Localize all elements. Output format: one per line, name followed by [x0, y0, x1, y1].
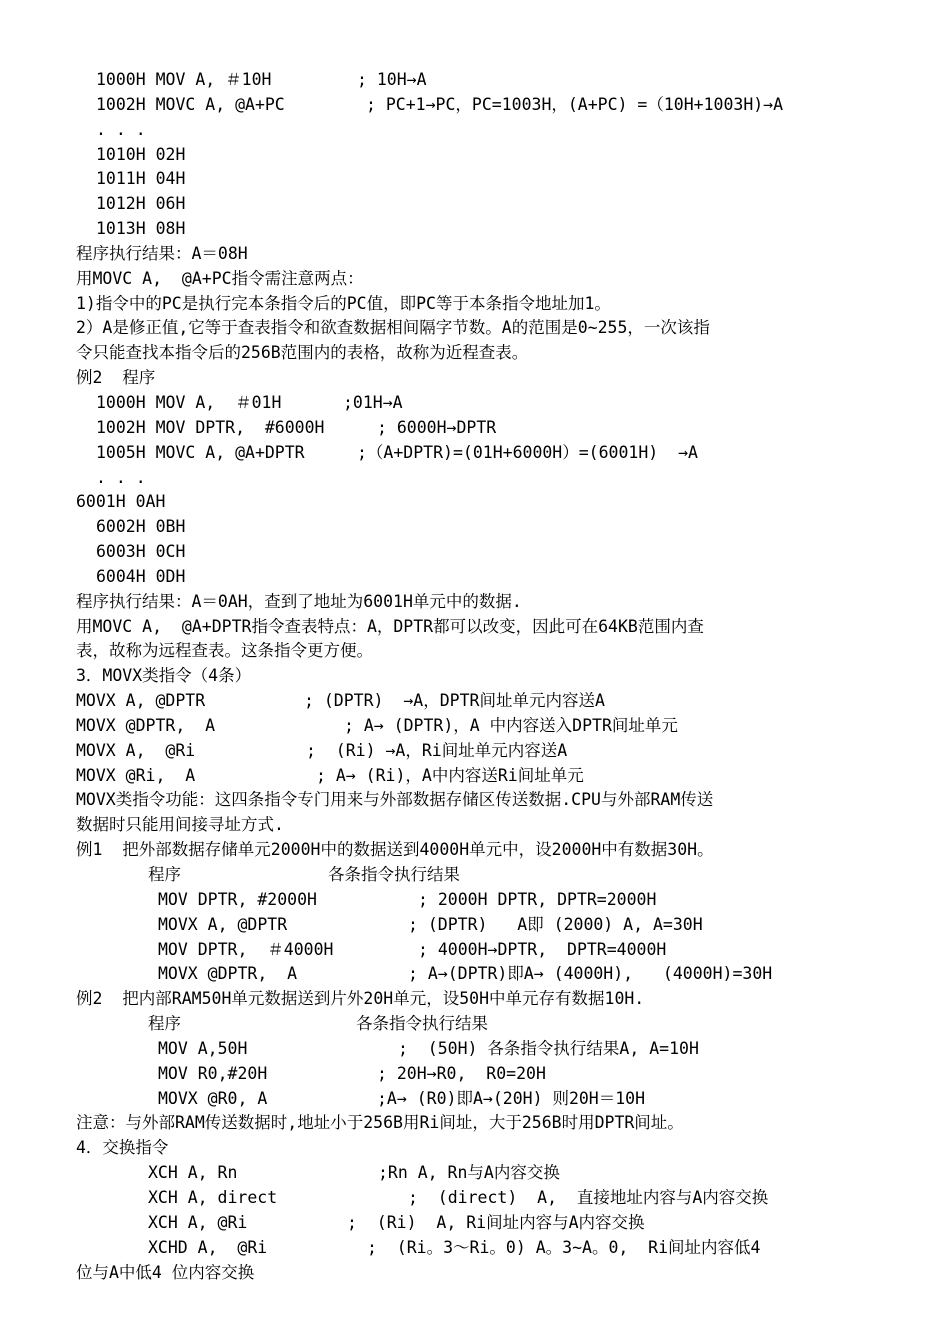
- text-line: [0, 366, 950, 391]
- text-line: [0, 913, 950, 938]
- text-line: [0, 1136, 950, 1161]
- line-text: 1011H 04H: [96, 169, 186, 189]
- line-text: 4．交换指令: [76, 1138, 169, 1158]
- line-text: MOV DPTR, #2000H: [158, 889, 317, 909]
- text-line: [0, 565, 950, 590]
- line-comment: ; (Ri) A, Ri间址内容与A内容交换: [347, 1212, 645, 1232]
- line-text: 1000H MOV A, ＃01H: [96, 392, 282, 412]
- line-text: 2）A是修正值,它等于查表指令和欲查数据相间隔字节数。A的范围是0~255，一次该指: [76, 318, 710, 338]
- text-line: [0, 1161, 950, 1186]
- text-line: [0, 1012, 950, 1037]
- text-line: [0, 93, 950, 118]
- line-comment: ; 2000H DPTR, DPTR=2000H: [418, 889, 657, 909]
- line-text: MOV R0,#20H: [158, 1063, 268, 1083]
- line-text: XCHD A, @Ri: [148, 1237, 268, 1257]
- line-comment: ; A→(DPTR)即A→ (4000H), (4000H)=30H: [408, 964, 773, 984]
- line-comment: ; (DPTR) →A，DPTR间址单元内容送A: [304, 691, 605, 711]
- text-line: [0, 714, 950, 739]
- line-comment: ;Rn A, Rn与A内容交换: [378, 1163, 560, 1183]
- line-text: 6002H 0BH: [96, 517, 186, 537]
- text-line: [0, 639, 950, 664]
- line-text: 1013H 08H: [96, 219, 186, 239]
- text-line: [0, 68, 950, 93]
- text-line: [0, 689, 950, 714]
- line-comment: ; A→ (DPTR)，A 中内容送入DPTR间址单元: [344, 715, 678, 735]
- line-comment: ; 10H→A: [357, 70, 427, 89]
- line-text: MOV DPTR, ＃4000H: [158, 939, 334, 959]
- text-line: [0, 143, 950, 168]
- text-line: [0, 1186, 950, 1211]
- text-line: [0, 590, 950, 615]
- line-comment: 各条指令执行结果: [356, 1014, 488, 1034]
- line-comment: ; A→ (Ri)，A中内容送Ri间址单元: [316, 765, 584, 785]
- text-line: [0, 391, 950, 416]
- line-comment: ; (direct) A, 直接地址内容与A内容交换: [408, 1187, 769, 1207]
- line-text: 6004H 0DH: [96, 566, 186, 586]
- text-line: [0, 167, 950, 192]
- text-line: [0, 292, 950, 317]
- line-comment: 各条指令执行结果: [328, 865, 460, 884]
- text-line: [0, 242, 950, 267]
- text-line: [0, 540, 950, 565]
- line-text: . . .: [96, 119, 146, 139]
- line-text: 用MOVC A, @A+DPTR指令查表特点：A，DPTR都可以改变，因此可在64KB范围内查: [76, 616, 704, 636]
- text-line: [0, 490, 950, 515]
- document-page: [0, 68, 950, 1285]
- text-line: [0, 664, 950, 689]
- line-comment: ; PC+1→PC，PC=1003H，(A+PC) =（10H+1003H)→A: [366, 94, 784, 114]
- text-line: [0, 217, 950, 242]
- text-line: [0, 192, 950, 217]
- line-text: 3．MOVX类指令（4条）: [76, 666, 252, 686]
- line-text: 例2 程序: [76, 368, 156, 388]
- line-comment: ;A→ (R0)即A→(20H) 则20H＝10H: [377, 1088, 646, 1108]
- text-line: [0, 466, 950, 491]
- line-text: 用MOVC A, @A+PC指令需注意两点：: [76, 268, 364, 288]
- line-comment: ; (Ri) →A，Ri间址单元内容送A: [306, 740, 568, 760]
- line-text: MOVX A, @Ri: [76, 740, 196, 760]
- text-line: [0, 441, 950, 466]
- line-text: 1)指令中的PC是执行完本条指令后的PC值，即PC等于本条指令地址加1。: [76, 293, 611, 313]
- line-text: 1000H MOV A, ＃10H: [96, 70, 272, 89]
- text-line: [0, 888, 950, 913]
- line-text: 例2 把内部RAM50H单元数据送到片外20H单元，设50H中单元存有数据10H.: [76, 989, 645, 1009]
- text-line: [0, 962, 950, 987]
- line-comment: ; 4000H→DPTR, DPTR=4000H: [418, 939, 667, 959]
- line-text: XCH A, direct: [148, 1187, 278, 1207]
- line-text: MOVX @DPTR, A: [158, 964, 298, 984]
- line-text: 6003H 0CH: [96, 542, 186, 562]
- line-text: MOVX A, @DPTR: [158, 914, 288, 934]
- line-comment: ; 20H→R0, R0=20H: [377, 1063, 546, 1083]
- line-text: 1010H 02H: [96, 144, 186, 164]
- line-comment: ; (50H) 各条指令执行结果A, A=10H: [398, 1038, 699, 1058]
- text-line: [0, 1111, 950, 1136]
- line-comment: ;（A+DPTR)=(01H+6000H）=(6001H) →A: [357, 442, 698, 462]
- line-text: . . .: [96, 467, 146, 487]
- text-line: [0, 515, 950, 540]
- line-text: 6001H 0AH: [76, 492, 166, 512]
- line-comment: ; 6000H→DPTR: [377, 417, 497, 437]
- line-text: 表，故称为远程查表。这条指令更方便。: [76, 641, 373, 661]
- line-text: MOVX @Ri, A: [76, 765, 196, 785]
- text-line: [0, 316, 950, 341]
- line-text: 1002H MOV DPTR, #6000H: [96, 417, 325, 437]
- line-text: 程序: [148, 1014, 181, 1034]
- line-text: MOVX A, @DPTR: [76, 691, 206, 711]
- line-text: XCH A, Rn: [148, 1163, 238, 1183]
- line-text: 程序: [148, 865, 181, 884]
- text-line: [0, 341, 950, 366]
- line-comment: ; (DPTR) A即 (2000) A, A=30H: [408, 914, 703, 934]
- text-line: [0, 1087, 950, 1112]
- text-line: [0, 1236, 950, 1261]
- text-line: [0, 838, 950, 863]
- text-line: [0, 788, 950, 813]
- line-text: 注意：与外部RAM传送数据时,地址小于256B用Ri间址，大于256B时用DPTR间址。: [76, 1113, 684, 1133]
- text-line: [0, 118, 950, 143]
- line-text: MOVX @R0, A: [158, 1088, 268, 1108]
- line-text: 例1 把外部数据存储单元2000H中的数据送到4000H单元中，设2000H中有数据30H。: [76, 840, 714, 860]
- line-text: 1005H MOVC A, @A+DPTR: [96, 442, 305, 462]
- line-text: 程序执行结果：A＝0AH，查到了地址为6001H单元中的数据.: [76, 591, 522, 611]
- text-line: [0, 1037, 950, 1062]
- text-line: [0, 1062, 950, 1087]
- line-text: 程序执行结果：A＝08H: [76, 243, 248, 263]
- text-line: [0, 615, 950, 640]
- line-text: MOV A,50H: [158, 1038, 248, 1058]
- text-line: [0, 863, 950, 888]
- line-text: 令只能查找本指令后的256B范围内的表格，故称为近程查表。: [76, 343, 529, 363]
- text-line: [0, 938, 950, 963]
- line-comment: ;01H→A: [343, 392, 403, 412]
- text-line: [0, 764, 950, 789]
- text-line: [0, 1211, 950, 1236]
- text-line: [0, 267, 950, 292]
- text-line: [0, 813, 950, 838]
- line-text: 位与A中低4 位内容交换: [76, 1262, 255, 1282]
- line-text: MOVX类指令功能：这四条指令专门用来与外部数据存储区传送数据.CPU与外部RAM传送: [76, 790, 714, 810]
- text-line: [0, 416, 950, 441]
- text-line: [0, 987, 950, 1012]
- line-text: 数据时只能用间接寻址方式.: [76, 815, 284, 835]
- text-line: [0, 739, 950, 764]
- line-text: XCH A, @Ri: [148, 1212, 248, 1232]
- line-comment: ; (Ri。3～Ri。0) A。3~A。0, Ri间址内容低4: [367, 1237, 761, 1257]
- line-text: MOVX @DPTR, A: [76, 715, 216, 735]
- line-text: 1002H MOVC A, @A+PC: [96, 94, 285, 114]
- text-line: [0, 1261, 950, 1286]
- line-text: 1012H 06H: [96, 194, 186, 214]
